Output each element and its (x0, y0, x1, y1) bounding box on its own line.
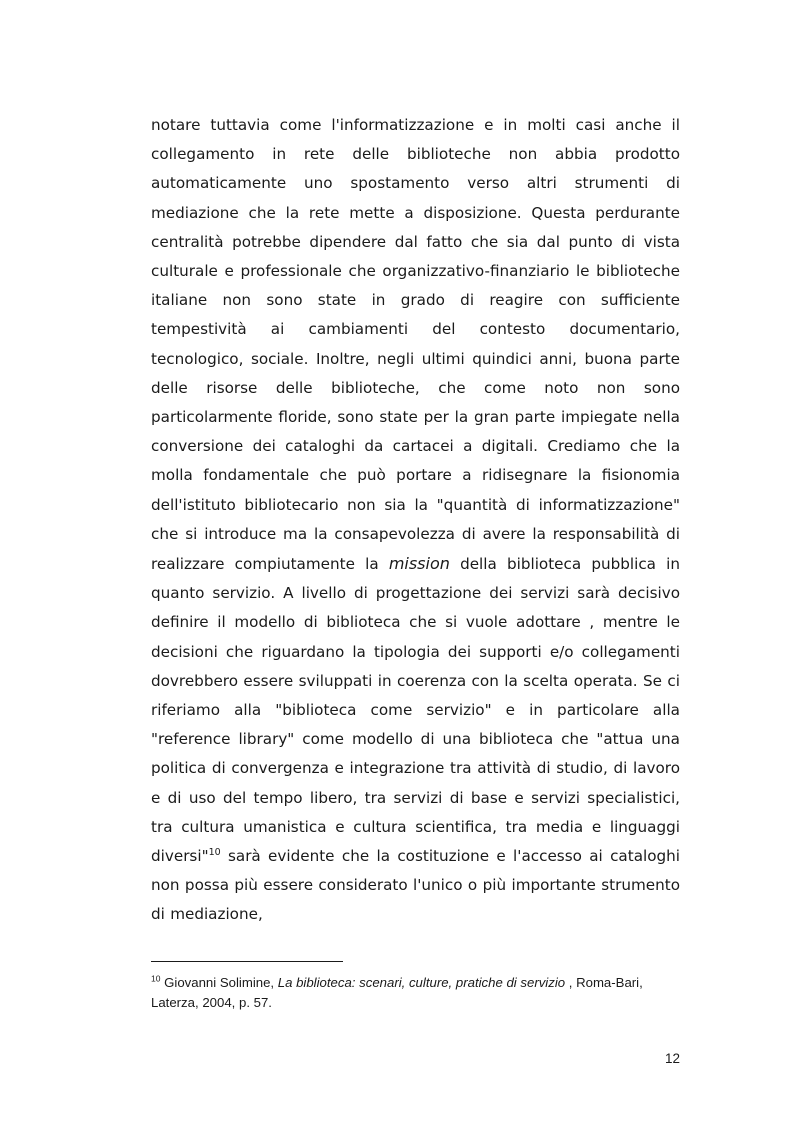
page-number: 12 (664, 1051, 680, 1066)
footnote-publication: , Roma-Bari, Laterza, 2004, p. 57. (151, 975, 643, 1010)
body-text-part-1: notare tuttavia come l'informatizzazione e in molti casi anche il collegamento in rete delle biblioteche non abbia prodotto automaticamente uno spostamento verso altri strumenti di mediazione che la rete mette a disposizione. Questa perdurante centralità potrebbe dipendere dal fatto che sia dal punto di vista culturale e professionale che organizzativo-finanziario le biblioteche italiane non sono state in grado di reagire con sufficiente tempestività ai cambiamenti del contesto documentario, tecnologico, sociale. Inoltre, negli ultimi quindici anni, buona parte delle risorse delle biblioteche, che come noto non sono particolarmente floride, sono state per la gran parte impiegate nella conversione dei cataloghi da cartacei a digitali. Crediamo che la molla fondamentale che può portare a ridisegnare la fisionomia dell'istituto bibliotecario non sia la "quantità di informatizzazione" che si introduce ma la consapevolezza di avere la responsabilità di realizzare compiutamente la (151, 116, 680, 574)
footnote-reference[interactable]: 10 (208, 847, 221, 859)
body-paragraph (151, 111, 680, 930)
footnote-author: Giovanni Solimine, (160, 975, 278, 990)
body-text-part-2: della biblioteca pubblica in quanto servizio. A livello di progettazione dei servizi sarà decisivo definire il modello di biblioteca che si vuole adottare , mentre le decisioni che riguardano la tipologia dei supporti e/o collegamenti dovrebbero essere sviluppati in coerenza con la scelta operata. Se ci riferiamo alla "biblioteca come servizio" e in particolare alla "reference library" come modello di una biblioteca che "attua una politica di convergenza e integrazione tra attività di studio, di lavoro e di uso del tempo libero, tra servizi di base e servizi specialistici, tra cultura umanistica e cultura scientifica, tra media e linguaggi diversi" (151, 555, 681, 866)
footnote (151, 973, 680, 1013)
body-text-part-3: sarà evidente che la costituzione e l'accesso ai cataloghi non possa più essere considerato l'unico o più importante strumento di mediazione, (151, 847, 680, 924)
footnote-book-title: La biblioteca: scenari, culture, pratiche di servizio (277, 975, 566, 990)
mission-emphasis: mission (388, 554, 450, 574)
footnote-separator (151, 961, 343, 962)
footnote-number: 10 (151, 973, 161, 984)
